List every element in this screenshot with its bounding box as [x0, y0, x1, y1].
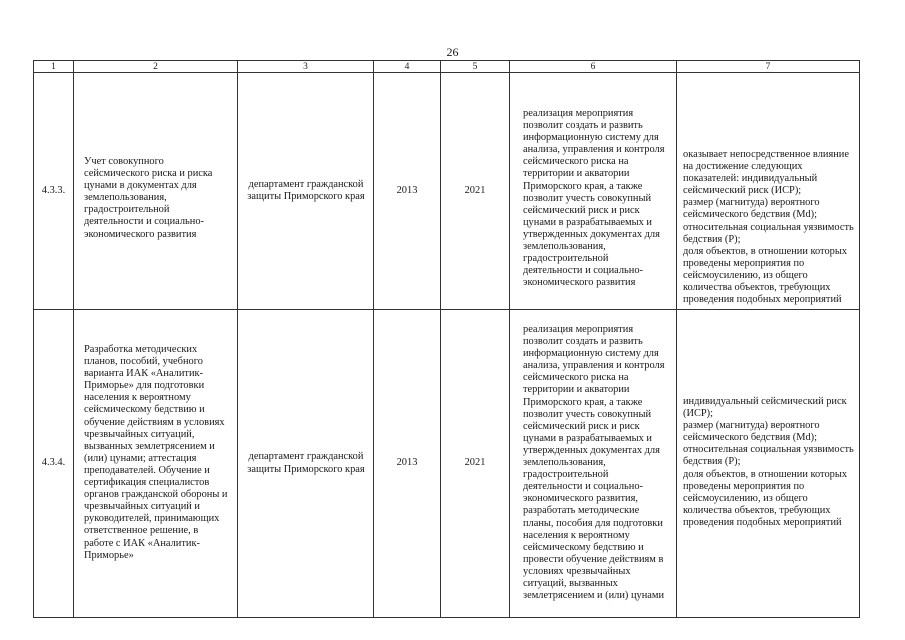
indicators-cell [677, 73, 860, 310]
start-year-cell [374, 310, 441, 618]
measure-name: Разработка методических планов, пособий, учебного варианта ИАК «Аналитик-Приморье» для подготовки населения к вероятному сейсмическому бедствию и обучение действиям в условиях чрезвычайных ситуаций, вызванных землетрясением и (или) цунами; аттестация преподавателей. Обучение и сертификация специалистов органов гражданской обороны и чрезвычайных ситуаций и руководителей, принимающих ответственное решение, в работе с ИАК «Аналитик-Приморье» [84, 344, 228, 561]
row-number: 4.3.3. [41, 184, 66, 196]
indicators-cell [677, 310, 860, 618]
header-row [34, 61, 860, 73]
department: департамент гражданской защиты Приморского края [247, 178, 365, 202]
column-header-4: 4 [374, 61, 441, 73]
page-number: 26 [446, 45, 459, 59]
row-number: 4.3.4. [41, 457, 66, 469]
column-header-5: 5 [441, 61, 510, 73]
department-cell [238, 310, 374, 618]
row-number-cell [34, 73, 74, 310]
table-row [34, 310, 860, 618]
column-header-2: 2 [74, 61, 238, 73]
department: департамент гражданской защиты Приморского края [247, 451, 365, 475]
expected-result-cell [510, 310, 677, 618]
department-cell [238, 73, 374, 310]
start-year: 2013 [396, 457, 418, 469]
start-year: 2013 [396, 184, 418, 196]
end-year: 2021 [464, 184, 486, 196]
measure-name-cell [74, 310, 238, 618]
measures-table [33, 60, 860, 618]
expected-result-cell [510, 73, 677, 310]
column-header-3: 3 [238, 61, 374, 73]
table-row [34, 73, 860, 310]
measure-name: Учет совокупного сейсмического риска и риска цунами в документах для землепользования, градостроительной деятельности и социально-экономического развития [84, 156, 213, 240]
expected-result: реализация мероприятия позволит создать и развить информационную систему для анализа, управления и контроля сейсмического риска на территории и акватории Приморского края, а также позволит учесть совокупный сейсмический риск и риск цунами в разрабатываемых и утвержденных документах для землепользования, градостроительной деятельности и социально-экономического развития, разработать методические планы, пособия для подготовки населения к вероятному сейсмическому бедствию и провести обучение действиям в условиях чрезвычайных ситуаций, вызванных землетрясением и (или) цунами [523, 324, 665, 602]
indicators: оказывает непосредственное влияние на достижение следующих показателей: индивидуальный сейсмический риск (ИСР); размер (магнитуда) вероятного сейсмического бедствия (Md); относительная социальная уязвимость бедствия (Р); доля объектов, в отношении которых проведены мероприятия по сейсмоусилению, из общего количества объектов, требующих проведения подобных мероприятий [683, 149, 854, 306]
indicators: индивидуальный сейсмический риск (ИСР); размер (магнитуда) вероятного сейсмического бедствия (Md); относительная социальная уязвимость бедствия (Р); доля объектов, в отношении которых проведены мероприятия по сейсмоусилению, из общего количества объектов, требующих проведения подобных мероприятий [683, 396, 854, 528]
column-header-6: 6 [510, 61, 677, 73]
start-year-cell [374, 73, 441, 310]
column-header-7: 7 [677, 61, 860, 73]
measure-name-cell [74, 73, 238, 310]
column-header-1: 1 [34, 61, 74, 73]
expected-result: реализация мероприятия позволит создать и развить информационную систему для анализа, управления и контроля сейсмического риска на территории и акватории Приморского края, а также позволит учесть совокупный сейсмический риск и риск цунами в разрабатываемых и утвержденных документах для землепользования, градостроительной деятельности и социально-экономического развития [523, 108, 665, 289]
row-number-cell [34, 310, 74, 618]
end-year-cell [441, 73, 510, 310]
end-year-cell [441, 310, 510, 618]
end-year: 2021 [464, 457, 486, 469]
